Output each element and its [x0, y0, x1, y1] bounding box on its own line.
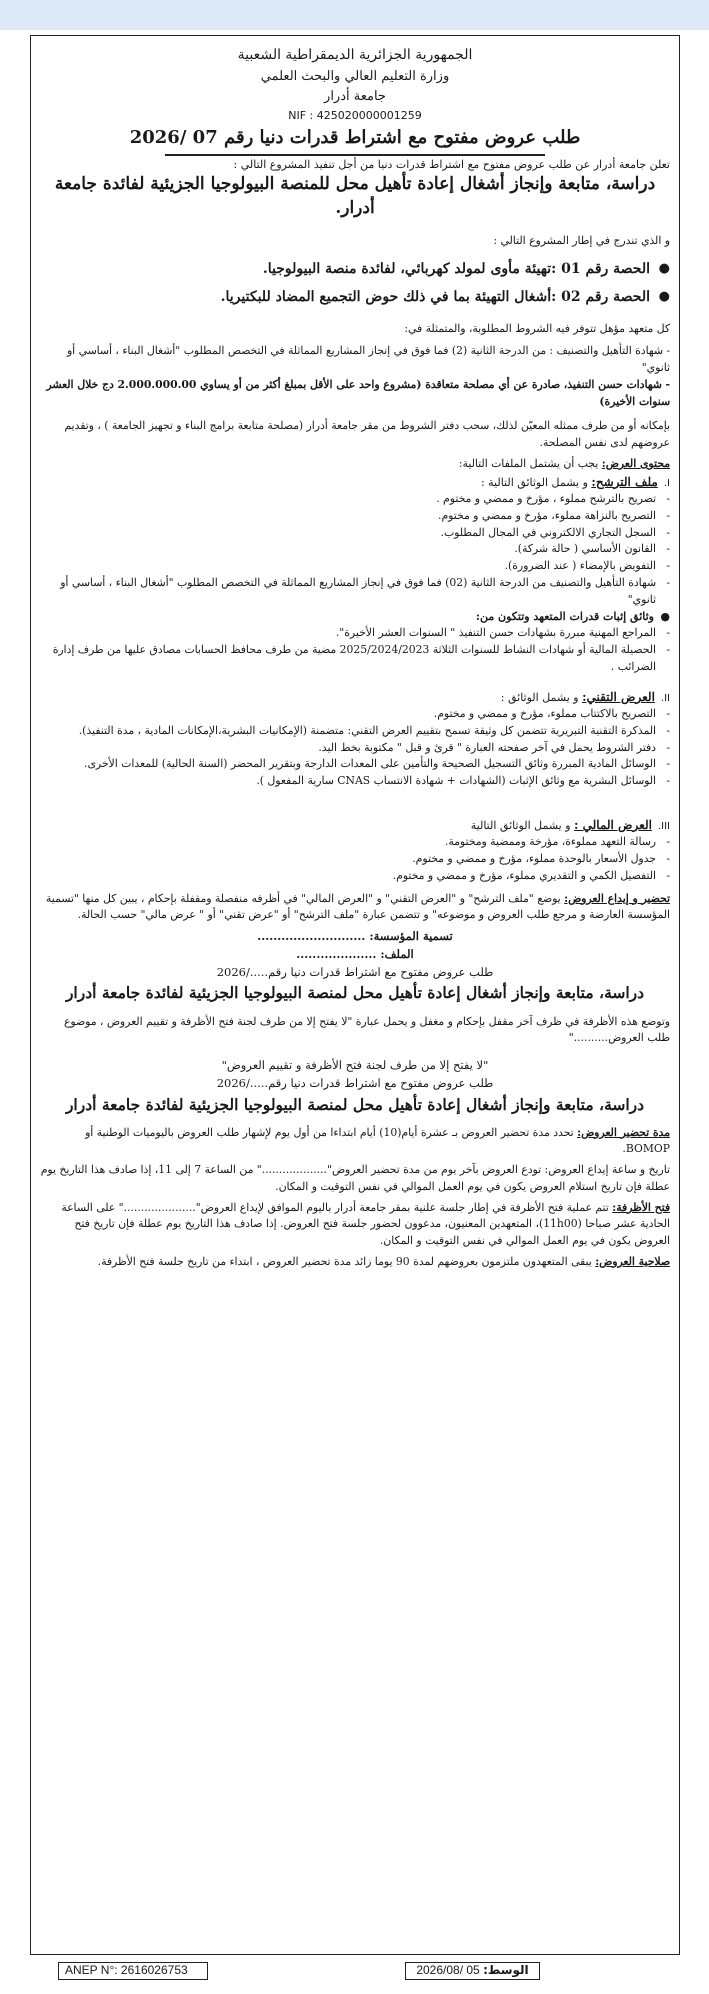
- outer-envelope-text: وتوضع هذه الأظرفة في ظرف آخر مقفل بإحكام و مغفل و يحمل عبارة "لا يفتح إلا من طرف لجنة فتح الأظرفة و تقييم العروض ، موضوع طلب العروض..........": [63, 1014, 670, 1045]
- state-header: الجمهورية الجزائرية الديمقراطية الشعبية: [237, 47, 473, 63]
- lot-item: ● الحصة رقم 01 :تهيئة مأوى لمولد كهربائي، لفائدة منصة البيولوجيا.: [40, 259, 670, 281]
- ministry-header: وزارة التعليم العالي والبحث العلمي: [260, 68, 450, 84]
- financial-label: العرض المالي :: [574, 817, 652, 832]
- duration-label: مدة تحضير العروض:: [577, 1125, 670, 1139]
- section-number: III.: [657, 820, 670, 832]
- publication-date: [405, 1962, 540, 1980]
- financial-item: - التفصيل الكمي و التقديري مملوء، مؤرخ و ممضي و مختوم.: [40, 868, 670, 885]
- candidacy-item: - السجل التجاري الالكتروني في المجال المطلوب.: [40, 525, 670, 542]
- capacity-heading: ● وثائق إثبات قدرات المتعهد وتتكون من:: [40, 608, 670, 625]
- technical-item: - الوسائل البشرية مع وثائق الإثبات (الشهادات + شهادة الانتساب CNAS سارية المفعول ).: [40, 773, 670, 790]
- opening-label: فتح الأظرفة:: [612, 1200, 670, 1214]
- submission-text: [40, 891, 670, 924]
- content-heading-label: محتوى العرض:: [601, 456, 670, 470]
- envelope-project: دراسة، متابعة وإنجاز أشغال إعادة تأهيل محل لمنصة البيولوجيا الجزيئية لفائدة جامعة أدرار: [65, 983, 645, 1003]
- envelope2-notice: "لا يفتح إلا من طرف لجنة فتح الأظرفة و تقييم العروض": [221, 1057, 489, 1072]
- technical-heading: [40, 688, 670, 707]
- content-heading-rest: يجب أن يشتمل الملفات التالية:: [458, 456, 602, 470]
- envelope2-project: دراسة، متابعة وإنجاز أشغال إعادة تأهيل محل لمنصة البيولوجيا الجزيئية لفائدة جامعة أدرار: [65, 1094, 645, 1114]
- eligibility-condition: - شهادات حسن التنفيذ، صادرة عن أي مصلحة متعاقدة (مشروع واحد على الأقل بمبلغ أكثر من أو يساوي 2.000.000.00 دج خلال العشر سنوات الأخيرة): [46, 377, 670, 408]
- announcement-document: [40, 45, 670, 1950]
- candidacy-rest: و يشمل الوثائق التالية :: [480, 475, 592, 489]
- newspaper-name: الوسط:: [483, 1963, 529, 1977]
- date-value: 2026/08/ 05: [416, 1963, 480, 1977]
- financial-rest: و يشمل الوثائق التالية: [470, 818, 575, 832]
- framework-text: و الذي تندرج في إطار المشروع التالي :: [493, 233, 670, 247]
- financial-heading: [40, 816, 670, 835]
- project-title: دراسة، متابعة وإنجاز أشغال إعادة تأهيل محل للمنصة البيولوجيا الجزيئية لفائدة جامعة أدرار.: [54, 173, 656, 218]
- opening-body: تتم عملية فتح الأظرفة في إطار جلسة علنية بمقر جامعة أدرار باليوم الموافق لإيداع العروض"....................." على الساعة الحادية عشر صباحا (11h00)، المتعهدين المعنيون، مدعوون لحضور جلسة فتح العروض. إذا صادف هذا التاريخ يوم عطلة فإن تاريخ فتح العروض يكون في يوم العمل الموالي في نفس التوقيت و المكان.: [61, 1200, 670, 1248]
- validity-text: [40, 1254, 670, 1271]
- candidacy-heading: [40, 473, 670, 492]
- duration-text: [40, 1125, 670, 1158]
- technical-label: العرض التقني:: [582, 689, 655, 704]
- anep-number: ANEP N°: 2616026753: [58, 1962, 208, 1980]
- technical-item: - التصريح بالاكتتاب مملوء، مؤرخ و ممضي و مختوم.: [40, 706, 670, 723]
- capacity-item: - المراجع المهنية مبررة بشهادات حسن التنفيذ " السنوات العشر الأخيرة".: [40, 625, 670, 642]
- university-header: جامعة أدرار: [324, 88, 386, 104]
- top-band: [0, 0, 709, 30]
- financial-item: - رسالة التعهد مملوءة، مؤرخة وممضية ومختومة.: [40, 834, 670, 851]
- section-number: I.: [663, 477, 670, 489]
- technical-item: - الوسائل المادية المبررة وثائق التسجيل الصحيحة والتأمين على المعدات الدارجة وبتقرير المحضر (السنة الحالية) للمعدات الأخرى.: [40, 756, 670, 773]
- candidacy-label: ملف الترشح:: [591, 474, 658, 489]
- opening-text: [40, 1200, 670, 1250]
- candidacy-item: - التصريح بالنزاهة مملوء، مؤرخ و ممضي و مختوم.: [40, 508, 670, 525]
- envelope-ref: طلب عروض مفتوح مع اشتراط قدرات دنيا رقم...../2026: [216, 964, 494, 979]
- envelope-file: الملف: ....................: [296, 946, 414, 961]
- technical-item: - دفتر الشروط يحمل في آخر صفحته العبارة " قرئ و قبل " مكتوبة بخط اليد.: [40, 740, 670, 757]
- envelope-company: تسمية المؤسسة: ...........................: [257, 929, 453, 944]
- deposit-text: تاريخ و ساعة إيداع العروض: تودع العروض بآخر يوم من مدة تحضير العروض"..................." من الساعة 7 إلى 11، إذا صادف هذا التاريخ يوم عطلة فإن تاريخ استلام العروض يكون في يوم العمل الموالي في نفس التوقيت و المكان.: [40, 1163, 670, 1193]
- eligibility-condition: - شهادة التأهيل والتصنيف : من الدرجة الثانية (2) فما فوق في إنجاز المشاريع المماثلة في التخصص المطلوب "أشغال البناء ، أساسي أو ثانوي": [66, 344, 670, 375]
- intro-text: تعلن جامعة أدرار عن طلب عروض مفتوح مع اشتراط قدرات دنيا من أجل تنفيذ المشروع التالي :: [233, 157, 670, 171]
- eligibility-intro: كل متعهد مؤهل تتوفر فيه الشروط المطلوبة، والمتمثلة في:: [404, 321, 670, 335]
- withdraw-text: بإمكانه أو من طرف ممثله المعيّن لذلك، سحب دفتر الشروط من مقر جامعة أدرار (مصلحة متابعة برامج البناء و تجهيز الجامعة ) ، وتقديم عروضهم لدى نفس المصلحة.: [64, 419, 670, 450]
- lot-item: ● الحصة رقم 02 :أشغال التهيئة بما في ذلك حوض التجميع المضاد للبكتيريا.: [40, 287, 670, 309]
- tender-title: طلب عروض مفتوح مع اشتراط قدرات دنيا رقم 07 /2026: [129, 127, 581, 149]
- candidacy-item: - تصريح بالترشح مملوء ، مؤرخ و ممضي و مختوم .: [40, 491, 670, 508]
- candidacy-item: - شهادة التأهيل والتصنيف من الدرجة الثانية (02) فما فوق في إنجاز المشاريع المماثلة في التخصص المطلوب "أشغال البناء ، أساسي أو ثانوي": [40, 575, 670, 608]
- candidacy-item: - القانون الأساسي ( حالة شركة).: [40, 541, 670, 558]
- submission-label: تحضير و إيداع العروض:: [564, 891, 670, 905]
- duration-body: تحدد مدة تحضير العروض بـ عشرة أيام(10) أيام ابتداءا من أول يوم لإشهار طلب العروض باليوميات الوطنية أو BOMOP.: [85, 1125, 670, 1156]
- section-number: II.: [660, 692, 670, 704]
- content-heading: [40, 456, 670, 473]
- validity-label: صلاحية العروض:: [595, 1254, 670, 1268]
- technical-item: - المذكرة التقنية التبريرية تتضمن كل وثيقة تسمح بتقييم العرض التقني: متضمنة (الإمكانيات البشرية،الإمكانات المادية ، مدة التنفيذ).: [40, 723, 670, 740]
- envelope2-ref: طلب عروض مفتوح مع اشتراط قدرات دنيا رقم...../2026: [216, 1075, 494, 1090]
- nif-number: NIF : 425020000001259: [288, 108, 422, 122]
- financial-item: - جدول الأسعار بالوحدة مملوء، مؤرخ و ممضي و مختوم.: [40, 851, 670, 868]
- technical-rest: و يشمل الوثائق :: [500, 690, 583, 704]
- submission-body: يوضع "ملف الترشح" و "العرض التقني" و "العرض المالي" في أظرفه منفصلة ومقفلة بإحكام ، يبين كل منها "تسمية المؤسسة العارضة و مرجع طلب العروض و موضوعه" و تتضمن عبارة "ملف الترشح" أو "عرض تقني" أو " عرض مالي" حسب الحالة.: [45, 891, 670, 922]
- validity-body: يبقى المتعهدون ملتزمون بعروضهم لمدة 90 يوما زائد مدة تحضير العروض ، ابتداء من تاريخ جلسة فتح الأظرفة.: [97, 1254, 596, 1268]
- candidacy-item: - التفويض بالإمضاء ( عند الضرورة).: [40, 558, 670, 575]
- capacity-item: - الحصيلة المالية أو شهادات النشاط للسنوات الثلاثة 2025/2024/2023 مضية من طرف محافظ الحسابات مصادق عليها من طرف إدارة الضرائب .: [40, 642, 670, 675]
